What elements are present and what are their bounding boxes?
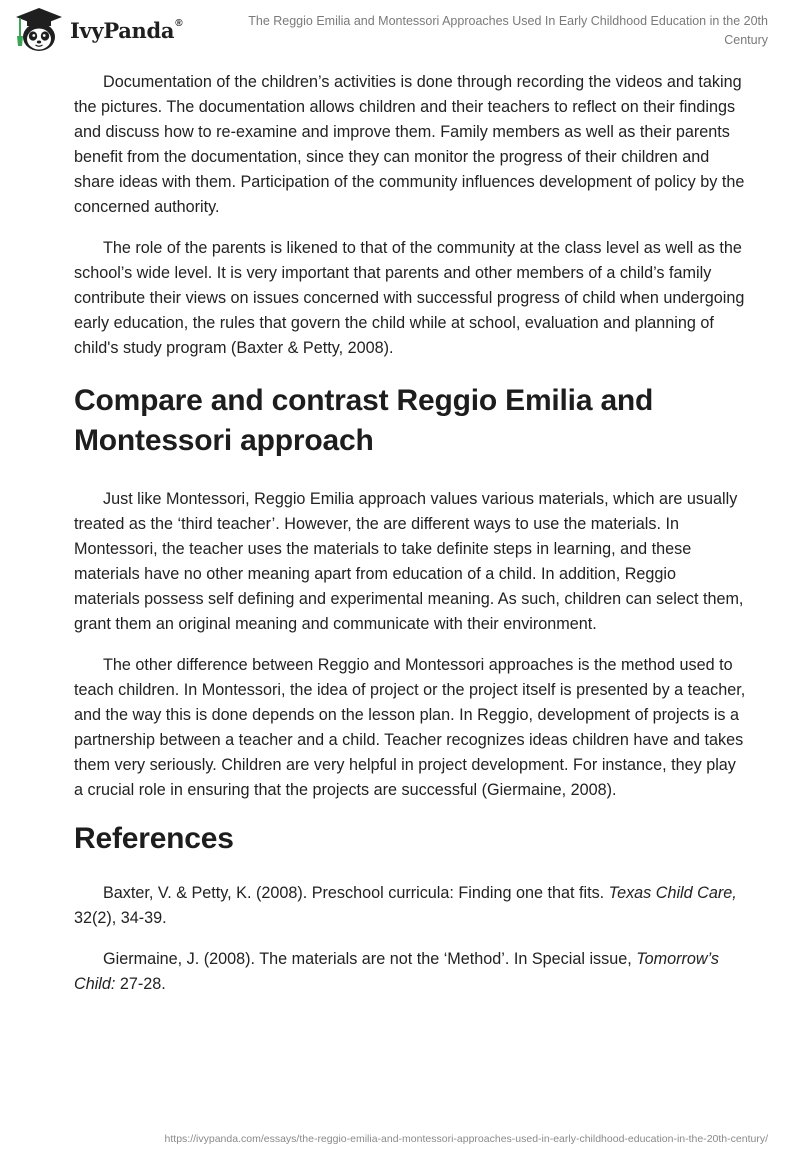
reference-source: Tomorrow’s Child: [74,950,720,993]
reference-text: Giermaine, J. (2008). The materials are not the ‘Method’. In Special issue, [103,950,637,968]
references-heading: References [74,822,234,855]
logo-wordmark: IvyPanda® [70,17,183,43]
body-paragraph: Documentation of the children’s activities is done through recording the videos and taking the pictures. The documentation allows children and their teachers to reflect on their findings and discuss how to re-examine and improve them. Family members as well as their parents benefit from the documentation, since they can monitor the progress of their children and share ideas with them. Participation of the community influences development of policy by the concerned authority. [74,73,745,216]
reference-item [74,947,746,997]
section-heading: Compare and contrast Reggio Emilia and Montessori approach [74,384,654,457]
registered-mark: ® [175,17,183,29]
reference-source: Texas Child Care, [608,884,737,902]
panda-graduate-icon [12,6,66,54]
reference-details: 32(2), 34-39. [74,909,167,927]
footer-url-link[interactable]: https://ivypanda.com/essays/the-reggio-emilia-and-montessori-approaches-used-in-early-childhood-education-in-the-20th-century/ [164,1133,768,1145]
body-paragraph: The role of the parents is likened to that of the community at the class level as well as the school’s wide level. It is very important that parents and other members of a child’s family contribute their views on issues concerned with successful progress of child when undergoing early education, the rules that govern the child while at school, evaluation and planning of child's study program (Baxter & Petty, 2008). [74,239,745,357]
reference-item [74,881,746,931]
reference-text: Baxter, V. & Petty, K. (2008). Preschool curricula: Finding one that fits. [103,884,609,902]
ivypanda-logo[interactable] [12,6,182,54]
section-paragraph: Just like Montessori, Reggio Emilia approach values various materials, which are usually treated as the ‘third teacher’. However, the are different ways to use the materials. In Montessori, the teacher uses the materials to take definite steps in learning, and these materials have no other meaning apart from education of a child. In addition, Reggio materials possess self defining and experimental meaning. As such, children can select them, grant them an original meaning and communicate with their environment. [74,490,744,633]
page-header [0,0,800,60]
essay-content [74,70,746,1013]
reference-details: 27-28. [115,975,166,993]
section-paragraph: The other difference between Reggio and Montessori approaches is the method used to teach children. In Montessori, the idea of project or the project itself is presented by a teacher, and the way this is done depends on the lesson plan. In Reggio, development of projects is a partnership between a teacher and a child. Teacher recognizes ideas children have and takes them very seriously. Children are very helpful in project development. For instance, they play a crucial role in ensuring that the projects are successful (Giermaine, 2008). [74,656,746,799]
document-title: The Reggio Emilia and Montessori Approaches Used In Early Childhood Education in the 20th Century [248,14,768,47]
